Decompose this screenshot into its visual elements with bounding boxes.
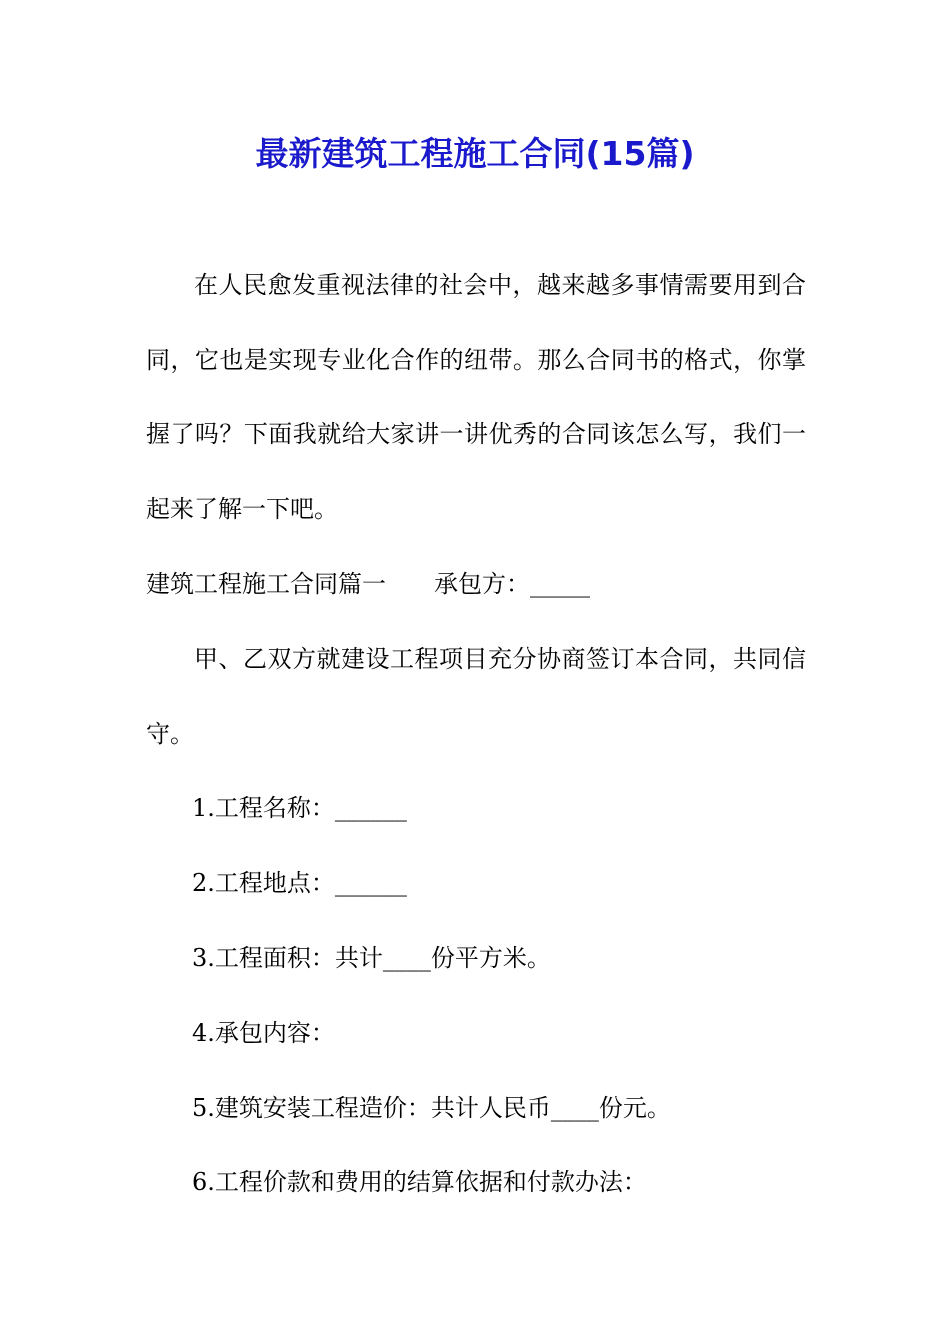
clause-item: 5.建筑安装工程造价：共计人民币____份元。 xyxy=(192,1094,671,1122)
agreement-paragraph: 甲、乙双方就建设工程项目充分协商签订本合同，共同信守。 xyxy=(146,645,806,748)
clause-item: 6.工程价款和费用的结算依据和付款办法： xyxy=(192,1168,647,1196)
clause-item: 1.工程名称：______ xyxy=(192,794,407,822)
clause-item: 4.承包内容： xyxy=(192,1019,335,1047)
document-title: 最新建筑工程施工合同(15篇) xyxy=(255,134,695,173)
clause-item: 3.工程面积：共计____份平方米。 xyxy=(192,944,551,972)
clause-item: 2.工程地点：______ xyxy=(192,869,407,897)
section-heading: 建筑工程施工合同篇一 承包方：_____ xyxy=(146,570,590,598)
intro-paragraph: 在人民愈发重视法律的社会中，越来越多事情需要用到合同，它也是实现专业化合作的纽带。那么合同书的格式，你掌握了吗？下面我就给大家讲一讲优秀的合同该怎么写，我们一起来了解一下吧。 xyxy=(146,271,806,523)
